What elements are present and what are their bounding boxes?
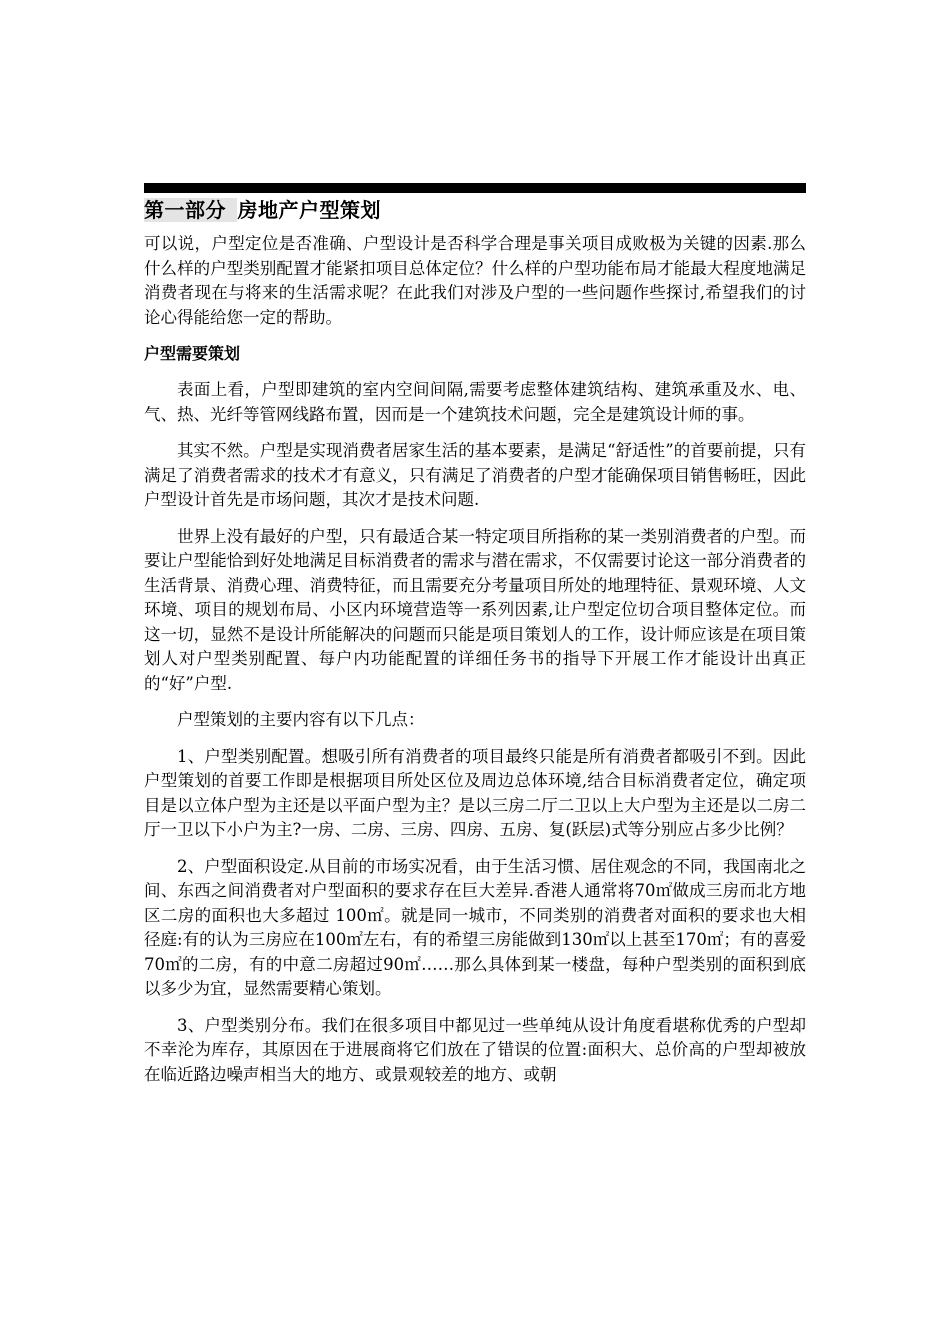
header-rule (144, 183, 806, 193)
document-body (144, 232, 806, 1099)
section-heading: 户型需要策划 (144, 344, 241, 363)
intro-paragraph: 可以说，户型定位是否准确、户型设计是否科学合理是事关项目成败极为关键的因素.那么什么样的户型类别配置才能紧扣项目总体定位？什么样的户型功能布局才能最大程度地满足消费者现在与将来的生活需求呢？在此我们对涉及户型的一些问题作些探讨,希望我们的讨论心得能给您一定的帮助。 (144, 234, 806, 327)
body-paragraph: 其实不然。户型是实现消费者居家生活的基本要素，是满足“舒适性”的首要前提，只有满足了消费者需求的技术才有意义，只有满足了消费者的户型才能确保项目销售畅旺，因此户型设计首先是市场问题，其次才是技术问题. (144, 441, 806, 509)
list-item-paragraph: 3、户型类别分布。我们在很多项目中都见过一些单纯从设计角度看堪称优秀的户型却不幸沦为库存，其原因在于进展商将它们放在了错误的位置:面积大、总价高的户型却被放在临近路边噪声相当大的地方、或景观较差的地方、或朝 (144, 1015, 806, 1084)
part-number: 第一部分 (144, 198, 226, 222)
body-paragraph: 世界上没有最好的户型，只有最适合某一特定项目所指称的某一类别消费者的户型。而要让户型能恰到好处地满足目标消费者的需求与潜在需求，不仅需要讨论这一部分消费者的生活背景、消费心理、消费特征，而且需要充分考量项目所处的地理特征、景观环境、人文环境、项目的规划布局、小区内环境营造等一系列因素,让户型定位切合项目整体定位。而这一切，显然不是设计所能解决的问题而只能是项目策划人的工作，设计师应该是在项目策划人对户型类别配置、每户内功能配置的详细任务书的指导下开展工作才能设计出真正的“好”户型. (144, 526, 806, 693)
body-paragraph: 户型策划的主要内容有以下几点： (177, 710, 425, 729)
part-name: 房地产户型策划 (237, 198, 381, 222)
part-title (144, 196, 381, 224)
list-item-paragraph: 1、户型类别配置。想吸引所有消费者的项目最终只能是所有消费者都吸引不到。因此户型策划的首要工作即是根据项目所处区位及周边总体环境,结合目标消费者定位，确定项目是以立体户型为主还是以平面户型为主？是以三房二厅二卫以上大户型为主还是以二房二厅一卫以下小户为主?一房、二房、三房、四房、五房、复(跃层)式等分别应占多少比例？ (144, 746, 806, 839)
list-item-paragraph: 2、户型面积设定.从目前的市场实况看，由于生活习惯、居住观念的不同，我国南北之间、东西之间消费者对户型面积的要求存在巨大差异.香港人通常将70㎡做成三房而北方地区二房的面积也大多超过 100㎡。就是同一城市，不同类别的消费者对面积的要求也大相径庭:有的认为三房应在100㎡左右，有的希望三房能做到130㎡以上甚至170㎡；有的喜爱70㎡的二房，有的中意二房超过90㎡……那么具体到某一楼盘，每种户型类别的面积到底以多少为宜，显然需要精心策划。 (144, 856, 806, 998)
body-paragraph: 表面上看，户型即建筑的室内空间间隔,需要考虑整体建筑结构、建筑承重及水、电、气、热、光纤等管网线路布置，因而是一个建筑技术问题，完全是建筑设计师的事。 (144, 380, 806, 424)
